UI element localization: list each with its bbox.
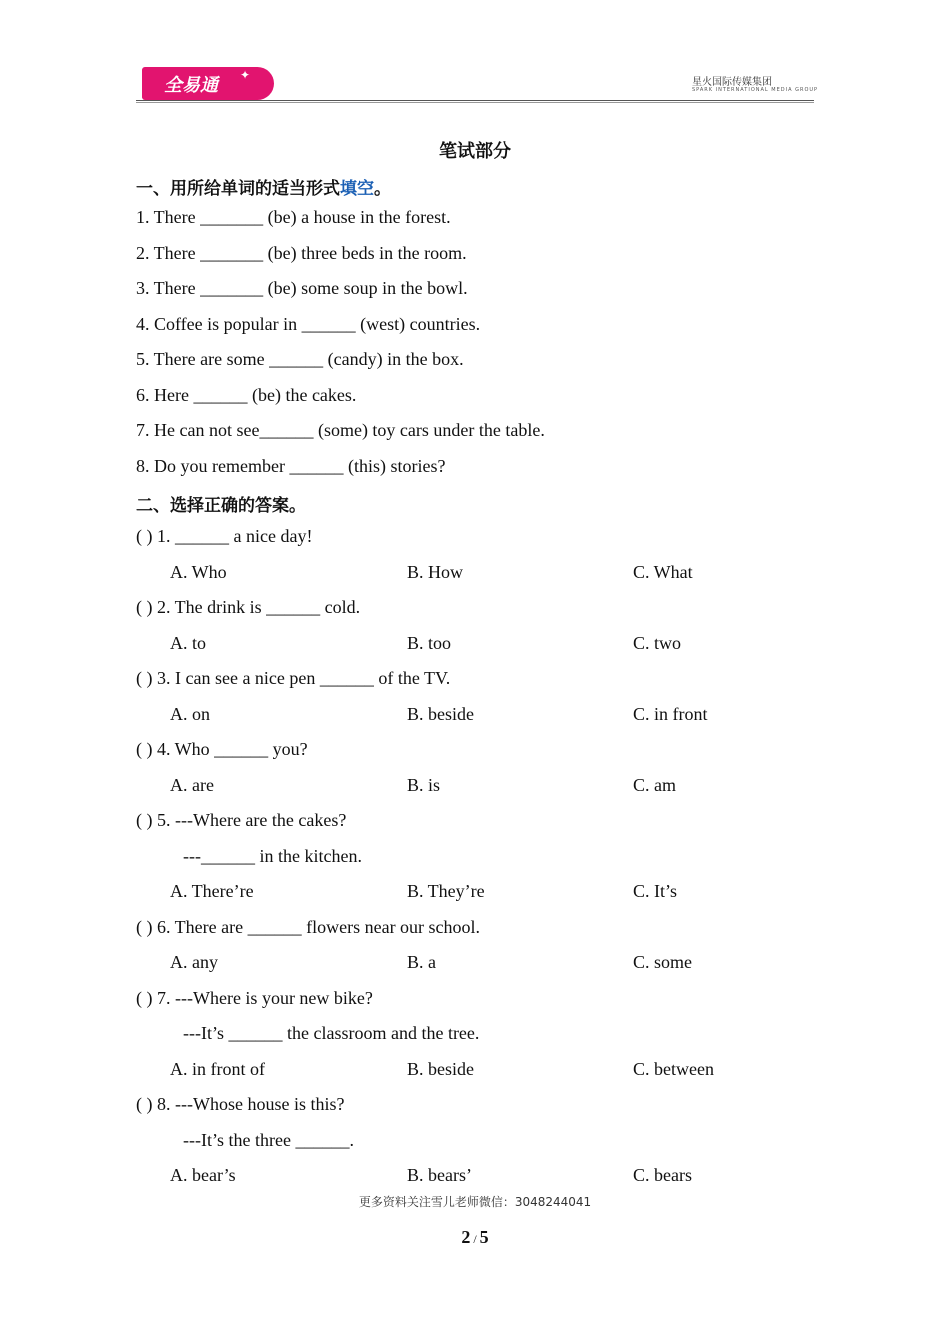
option-b: B. How: [407, 562, 464, 582]
page-title: 笔试部分: [439, 141, 511, 162]
option-a: A. There’re: [170, 881, 254, 901]
option-a: A. bear’s: [170, 1165, 236, 1185]
option-a: A. in front of: [170, 1059, 265, 1079]
publisher-name-en: SPARK INTERNATIONAL MEDIA GROUP: [692, 87, 819, 93]
header-divider-thin: [136, 102, 814, 103]
fill-item: 8. Do you remember ______ (this) stories?: [136, 456, 446, 476]
option-c: C. two: [633, 633, 682, 653]
footer-note: 更多资料关注雪儿老师微信：3048244041: [358, 1195, 592, 1209]
question: ( ) 2. The drink is ______ cold.: [136, 597, 361, 617]
question-response: ---It’s the three ______.: [183, 1130, 354, 1150]
section1-heading: 一、用所给单词的适当形式填空。: [136, 179, 391, 199]
option-c: C. It’s: [633, 881, 678, 901]
option-a: A. to: [170, 633, 206, 653]
option-c: C. between: [633, 1059, 714, 1079]
question: ( ) 8. ---Whose house is this?: [136, 1094, 345, 1114]
option-b: B. bears’: [407, 1165, 472, 1185]
publisher-name: 星火国际传媒集团: [692, 77, 772, 88]
option-c: C. bears: [633, 1165, 692, 1185]
section2-heading: 二、选择正确的答案。: [136, 496, 306, 516]
question: ( ) 1. ______ a nice day!: [136, 526, 313, 546]
option-a: A. any: [170, 952, 218, 972]
question: ( ) 3. I can see a nice pen ______ of the TV.: [136, 668, 451, 688]
option-c: C. am: [633, 775, 676, 795]
option-b: B. is: [407, 775, 441, 795]
option-a: A. are: [170, 775, 214, 795]
sparkle-icon: ✦: [240, 68, 251, 82]
option-b: B. beside: [407, 704, 474, 724]
option-c: C. What: [633, 562, 693, 582]
option-a: A. Who: [170, 562, 227, 582]
page-number: 2 / 5: [461, 1227, 489, 1247]
heading-highlight: 填空: [340, 179, 374, 199]
option-b: B. They’re: [407, 881, 485, 901]
question: ( ) 5. ---Where are the cakes?: [136, 810, 347, 830]
option-b: B. beside: [407, 1059, 474, 1079]
option-b: B. too: [407, 633, 452, 653]
question-response: ---______ in the kitchen.: [183, 846, 362, 866]
question: ( ) 7. ---Where is your new bike?: [136, 988, 373, 1008]
fill-item: 7. He can not see______ (some) toy cars under the table.: [136, 420, 545, 440]
fill-item: 2. There _______ (be) three beds in the room.: [136, 243, 467, 263]
brand-logo: [142, 67, 274, 100]
fill-item: 4. Coffee is popular in ______ (west) countries.: [136, 314, 481, 334]
option-b: B. a: [407, 952, 436, 972]
option-a: A. on: [170, 704, 210, 724]
question: ( ) 6. There are ______ flowers near our school.: [136, 917, 481, 937]
fill-item: 6. Here ______ (be) the cakes.: [136, 385, 357, 405]
option-c: C. in front: [633, 704, 708, 724]
fill-item: 1. There _______ (be) a house in the forest.: [136, 207, 451, 227]
option-c: C. some: [633, 952, 693, 972]
header-divider: [136, 100, 814, 101]
logo-text: 全易通: [164, 75, 218, 96]
fill-item: 3. There _______ (be) some soup in the bowl.: [136, 278, 468, 298]
question: ( ) 4. Who ______ you?: [136, 739, 308, 759]
fill-item: 5. There are some ______ (candy) in the box.: [136, 349, 464, 369]
question-response: ---It’s ______ the classroom and the tree.: [183, 1023, 480, 1043]
